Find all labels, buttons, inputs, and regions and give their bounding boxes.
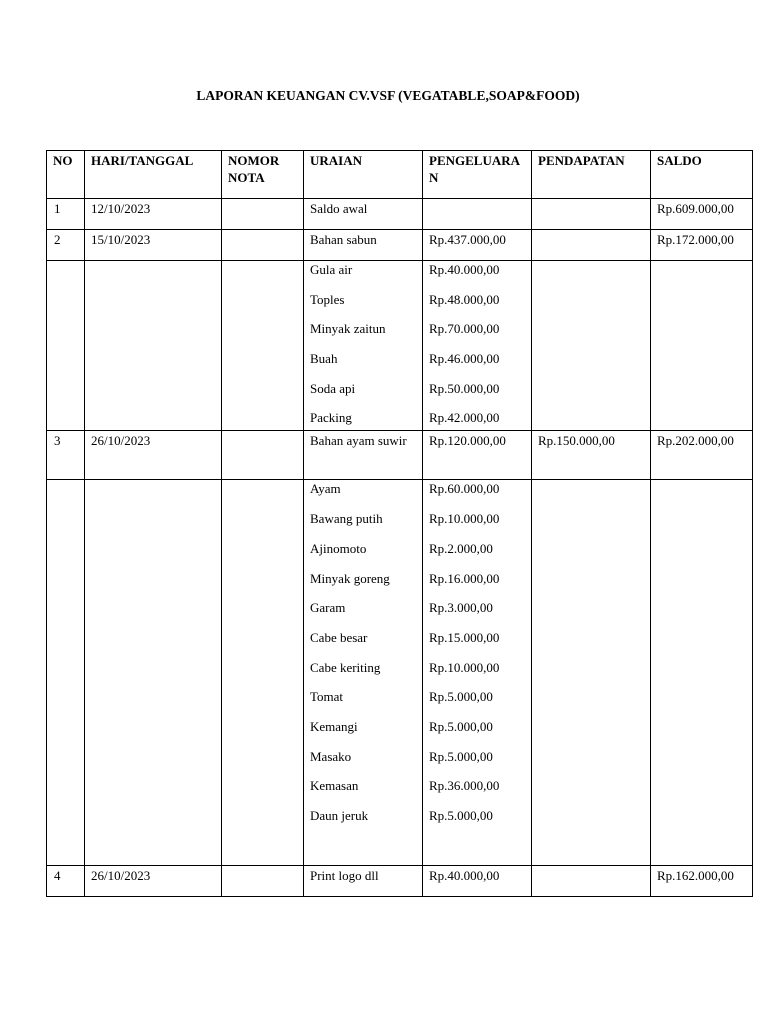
detail-row — [47, 261, 753, 431]
table-row — [47, 431, 753, 480]
list-item: Rp.10.000,00 — [429, 511, 500, 527]
list-item: Rp.36.000,00 — [429, 778, 500, 794]
list-item: Tomat — [310, 689, 344, 705]
detail-empty-date — [85, 261, 222, 431]
detail-expenses — [423, 480, 532, 866]
row-no: 3 — [47, 431, 85, 480]
page-title: LAPORAN KEUANGAN CV.VSF (VEGATABLE,SOAP&FOOD) — [196, 88, 580, 103]
row-expense: Rp.40.000,00 — [423, 866, 532, 897]
row-nota — [222, 866, 304, 897]
list-item: Rp.5.000,00 — [429, 718, 493, 734]
header-description: URAIAN — [304, 151, 423, 199]
list-item: Ayam — [310, 481, 341, 497]
row-income — [532, 230, 651, 261]
row-nota — [222, 199, 304, 230]
list-item: Daun jeruk — [310, 808, 369, 823]
detail-descriptions — [304, 261, 423, 431]
row-nota — [222, 431, 304, 480]
list-item: Minyak zaitun — [310, 321, 386, 337]
row-description: Bahan sabun — [304, 230, 423, 261]
list-item: Cabe keriting — [310, 659, 381, 675]
header-nota: NOMOR NOTA — [222, 151, 304, 199]
detail-empty-balance — [651, 261, 753, 431]
list-item: Rp.40.000,00 — [429, 262, 500, 277]
list-item: Garam — [310, 600, 346, 616]
detail-empty-balance — [651, 480, 753, 866]
header-balance: SALDO — [651, 151, 753, 199]
list-item: Gula air — [310, 262, 353, 277]
list-item: Rp.42.000,00 — [429, 410, 500, 426]
table-row — [47, 230, 753, 261]
row-income — [532, 199, 651, 230]
row-expense — [423, 199, 532, 230]
list-item: Rp.15.000,00 — [429, 629, 500, 645]
list-item: Buah — [310, 351, 338, 367]
table-row — [47, 199, 753, 230]
row-no: 4 — [47, 866, 85, 897]
row-balance: Rp.609.000,00 — [651, 199, 753, 230]
detail-empty-date — [85, 480, 222, 866]
list-item: Rp.16.000,00 — [429, 570, 500, 586]
detail-descriptions — [304, 480, 423, 866]
row-nota — [222, 230, 304, 261]
list-item: Soda api — [310, 380, 356, 396]
list-item: Rp.5.000,00 — [429, 748, 493, 764]
list-item: Rp.46.000,00 — [429, 351, 500, 367]
list-item: Cabe besar — [310, 629, 368, 645]
list-item: Minyak goreng — [310, 570, 390, 586]
row-no: 2 — [47, 230, 85, 261]
row-date: 12/10/2023 — [85, 199, 222, 230]
list-item: Rp.48.000,00 — [429, 291, 500, 307]
list-item: Rp.5.000,00 — [429, 689, 493, 705]
detail-empty-income — [532, 261, 651, 431]
detail-empty-nota — [222, 480, 304, 866]
list-item: Rp.70.000,00 — [429, 321, 500, 337]
row-date: 26/10/2023 — [85, 866, 222, 897]
list-item: Rp.10.000,00 — [429, 659, 500, 675]
list-item: Toples — [310, 291, 345, 307]
header-expense: PENGELUARAN — [423, 151, 532, 199]
table-row — [47, 866, 753, 897]
header-no: NO — [47, 151, 85, 199]
detail-empty-no — [47, 261, 85, 431]
row-balance: Rp.202.000,00 — [651, 431, 753, 480]
list-item: Rp.3.000,00 — [429, 600, 493, 616]
detail-empty-nota — [222, 261, 304, 431]
row-description: Bahan ayam suwir — [304, 431, 423, 480]
list-item: Kemangi — [310, 718, 358, 734]
table-header-row — [47, 151, 753, 199]
list-item: Masako — [310, 748, 352, 764]
row-no: 1 — [47, 199, 85, 230]
list-item: Kemasan — [310, 778, 359, 794]
row-balance: Rp.162.000,00 — [651, 866, 753, 897]
detail-empty-no — [47, 480, 85, 866]
list-item: Rp.60.000,00 — [429, 481, 500, 497]
detail-row — [47, 480, 753, 866]
list-item: Rp.5.000,00 — [429, 808, 493, 823]
row-expense: Rp.120.000,00 — [423, 431, 532, 480]
row-description: Print logo dll — [304, 866, 423, 897]
financial-report-table — [46, 150, 753, 897]
row-date: 26/10/2023 — [85, 431, 222, 480]
detail-expenses — [423, 261, 532, 431]
list-item: Bawang putih — [310, 511, 383, 527]
list-item: Rp.2.000,00 — [429, 540, 493, 556]
row-description: Saldo awal — [304, 199, 423, 230]
row-expense: Rp.437.000,00 — [423, 230, 532, 261]
row-date: 15/10/2023 — [85, 230, 222, 261]
list-item: Ajinomoto — [310, 540, 367, 556]
header-date: HARI/TANGGAL — [85, 151, 222, 199]
list-item: Rp.50.000,00 — [429, 380, 500, 396]
list-item: Packing — [310, 410, 352, 426]
header-income: PENDAPATAN — [532, 151, 651, 199]
row-income — [532, 866, 651, 897]
row-balance: Rp.172.000,00 — [651, 230, 753, 261]
row-income: Rp.150.000,00 — [532, 431, 651, 480]
detail-empty-income — [532, 480, 651, 866]
